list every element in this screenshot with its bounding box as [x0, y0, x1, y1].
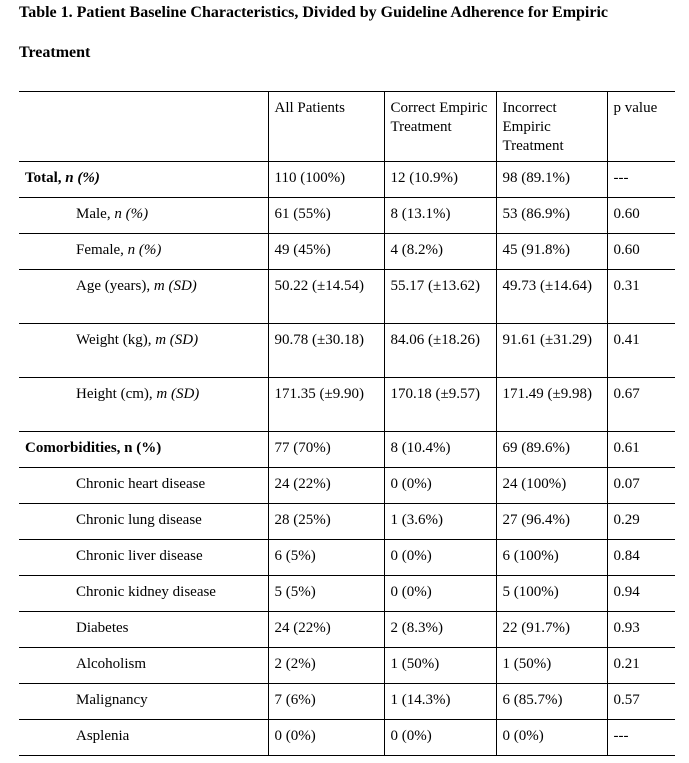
incorrect-treatment-cell: 91.61 (±31.29) [496, 324, 607, 378]
correct-treatment-cell: 0 (0%) [384, 540, 496, 576]
correct-treatment-cell: 0 (0%) [384, 468, 496, 504]
header-cell-incorrect: Incorrect Empiric Treatment [496, 92, 607, 162]
correct-treatment-cell: 12 (10.9%) [384, 162, 496, 198]
all-patients-cell: 28 (25%) [268, 504, 384, 540]
all-patients-cell: 90.78 (±30.18) [268, 324, 384, 378]
incorrect-treatment-cell: 22 (91.7%) [496, 612, 607, 648]
table-row [19, 162, 675, 198]
row-label: Chronic liver disease [76, 548, 203, 564]
row-label: Female, [76, 242, 128, 258]
correct-treatment-cell: 84.06 (±18.26) [384, 324, 496, 378]
table-row [19, 198, 675, 234]
row-label-cell [19, 504, 268, 540]
table-row [19, 648, 675, 684]
row-label-cell [19, 468, 268, 504]
row-label-cell [19, 378, 268, 432]
row-label-cell [19, 432, 268, 468]
table-row [19, 378, 675, 432]
incorrect-treatment-cell: 69 (89.6%) [496, 432, 607, 468]
table-row [19, 324, 675, 378]
row-label-unit: n (%) [65, 170, 100, 186]
row-label-cell [19, 324, 268, 378]
row-label: Asplenia [76, 728, 130, 744]
incorrect-treatment-cell: 53 (86.9%) [496, 198, 607, 234]
p-value-cell: 0.84 [607, 540, 675, 576]
row-label-unit: n (%) [127, 242, 162, 258]
correct-treatment-cell: 55.17 (±13.62) [384, 270, 496, 324]
correct-treatment-cell: 170.18 (±9.57) [384, 378, 496, 432]
row-label-cell [19, 540, 268, 576]
header-row [19, 92, 675, 162]
row-label-cell [19, 270, 268, 324]
p-value-cell: 0.41 [607, 324, 675, 378]
row-label: Comorbidities, n (%) [25, 440, 162, 456]
p-value-cell: 0.29 [607, 504, 675, 540]
incorrect-treatment-cell: 27 (96.4%) [496, 504, 607, 540]
all-patients-cell: 61 (55%) [268, 198, 384, 234]
all-patients-cell: 7 (6%) [268, 684, 384, 720]
correct-treatment-cell: 4 (8.2%) [384, 234, 496, 270]
row-label-cell [19, 198, 268, 234]
table-row [19, 720, 675, 756]
all-patients-cell: 49 (45%) [268, 234, 384, 270]
p-value-cell: 0.07 [607, 468, 675, 504]
p-value-cell: 0.31 [607, 270, 675, 324]
table-row [19, 540, 675, 576]
row-label: Alcoholism [76, 656, 146, 672]
all-patients-cell: 171.35 (±9.90) [268, 378, 384, 432]
row-label: Male, [76, 206, 115, 222]
correct-treatment-cell: 0 (0%) [384, 576, 496, 612]
all-patients-cell: 110 (100%) [268, 162, 384, 198]
correct-treatment-cell: 2 (8.3%) [384, 612, 496, 648]
table-row [19, 684, 675, 720]
row-label: Total, [25, 170, 66, 186]
incorrect-treatment-cell: 1 (50%) [496, 648, 607, 684]
p-value-cell: --- [607, 720, 675, 756]
row-label-cell [19, 162, 268, 198]
row-label-unit: m (SD) [153, 278, 197, 294]
p-value-cell: 0.60 [607, 234, 675, 270]
table-row [19, 432, 675, 468]
row-label-unit: m (SD) [156, 386, 200, 402]
header-cell-p-value: p value [607, 92, 675, 162]
all-patients-cell: 50.22 (±14.54) [268, 270, 384, 324]
p-value-cell: 0.67 [607, 378, 675, 432]
row-label: Height (cm), [76, 386, 157, 402]
incorrect-treatment-cell: 6 (100%) [496, 540, 607, 576]
row-label-cell [19, 684, 268, 720]
correct-treatment-cell: 1 (14.3%) [384, 684, 496, 720]
p-value-cell: --- [607, 162, 675, 198]
p-value-cell: 0.60 [607, 198, 675, 234]
header-cell-empty [19, 92, 268, 162]
table-row [19, 612, 675, 648]
incorrect-treatment-cell: 24 (100%) [496, 468, 607, 504]
row-label-cell [19, 576, 268, 612]
p-value-cell: 0.57 [607, 684, 675, 720]
row-label-unit: m (SD) [155, 332, 199, 348]
row-label-cell [19, 234, 268, 270]
row-label-cell [19, 612, 268, 648]
header-cell-all-patients: All Patients [268, 92, 384, 162]
all-patients-cell: 6 (5%) [268, 540, 384, 576]
p-value-cell: 0.61 [607, 432, 675, 468]
incorrect-treatment-cell: 49.73 (±14.64) [496, 270, 607, 324]
row-label: Chronic heart disease [76, 476, 206, 492]
correct-treatment-cell: 1 (3.6%) [384, 504, 496, 540]
row-label-unit: n (%) [114, 206, 149, 222]
incorrect-treatment-cell: 5 (100%) [496, 576, 607, 612]
row-label: Malignancy [76, 692, 148, 708]
row-label-cell [19, 648, 268, 684]
correct-treatment-cell: 8 (10.4%) [384, 432, 496, 468]
all-patients-cell: 2 (2%) [268, 648, 384, 684]
caption-line-1: Table 1. Patient Baseline Characteristics, Divided by Guideline Adherence for Empiric [19, 4, 609, 21]
incorrect-treatment-cell: 171.49 (±9.98) [496, 378, 607, 432]
row-label: Chronic lung disease [76, 512, 202, 528]
caption-line-2: Treatment [19, 44, 91, 61]
table-row [19, 504, 675, 540]
baseline-characteristics-table [19, 91, 675, 756]
table-row [19, 270, 675, 324]
all-patients-cell: 77 (70%) [268, 432, 384, 468]
row-label: Age (years), [76, 278, 154, 294]
row-label: Weight (kg), [76, 332, 156, 348]
correct-treatment-cell: 1 (50%) [384, 648, 496, 684]
correct-treatment-cell: 8 (13.1%) [384, 198, 496, 234]
all-patients-cell: 5 (5%) [268, 576, 384, 612]
all-patients-cell: 24 (22%) [268, 612, 384, 648]
table-body [19, 162, 675, 756]
row-label: Chronic kidney disease [76, 584, 216, 600]
correct-treatment-cell: 0 (0%) [384, 720, 496, 756]
p-value-cell: 0.21 [607, 648, 675, 684]
header-cell-correct: Correct Empiric Treatment [384, 92, 496, 162]
incorrect-treatment-cell: 0 (0%) [496, 720, 607, 756]
all-patients-cell: 24 (22%) [268, 468, 384, 504]
incorrect-treatment-cell: 98 (89.1%) [496, 162, 607, 198]
p-value-cell: 0.94 [607, 576, 675, 612]
table-row [19, 468, 675, 504]
p-value-cell: 0.93 [607, 612, 675, 648]
incorrect-treatment-cell: 45 (91.8%) [496, 234, 607, 270]
table-row [19, 234, 675, 270]
incorrect-treatment-cell: 6 (85.7%) [496, 684, 607, 720]
row-label-cell [19, 720, 268, 756]
row-label: Diabetes [76, 620, 129, 636]
table-row [19, 576, 675, 612]
all-patients-cell: 0 (0%) [268, 720, 384, 756]
